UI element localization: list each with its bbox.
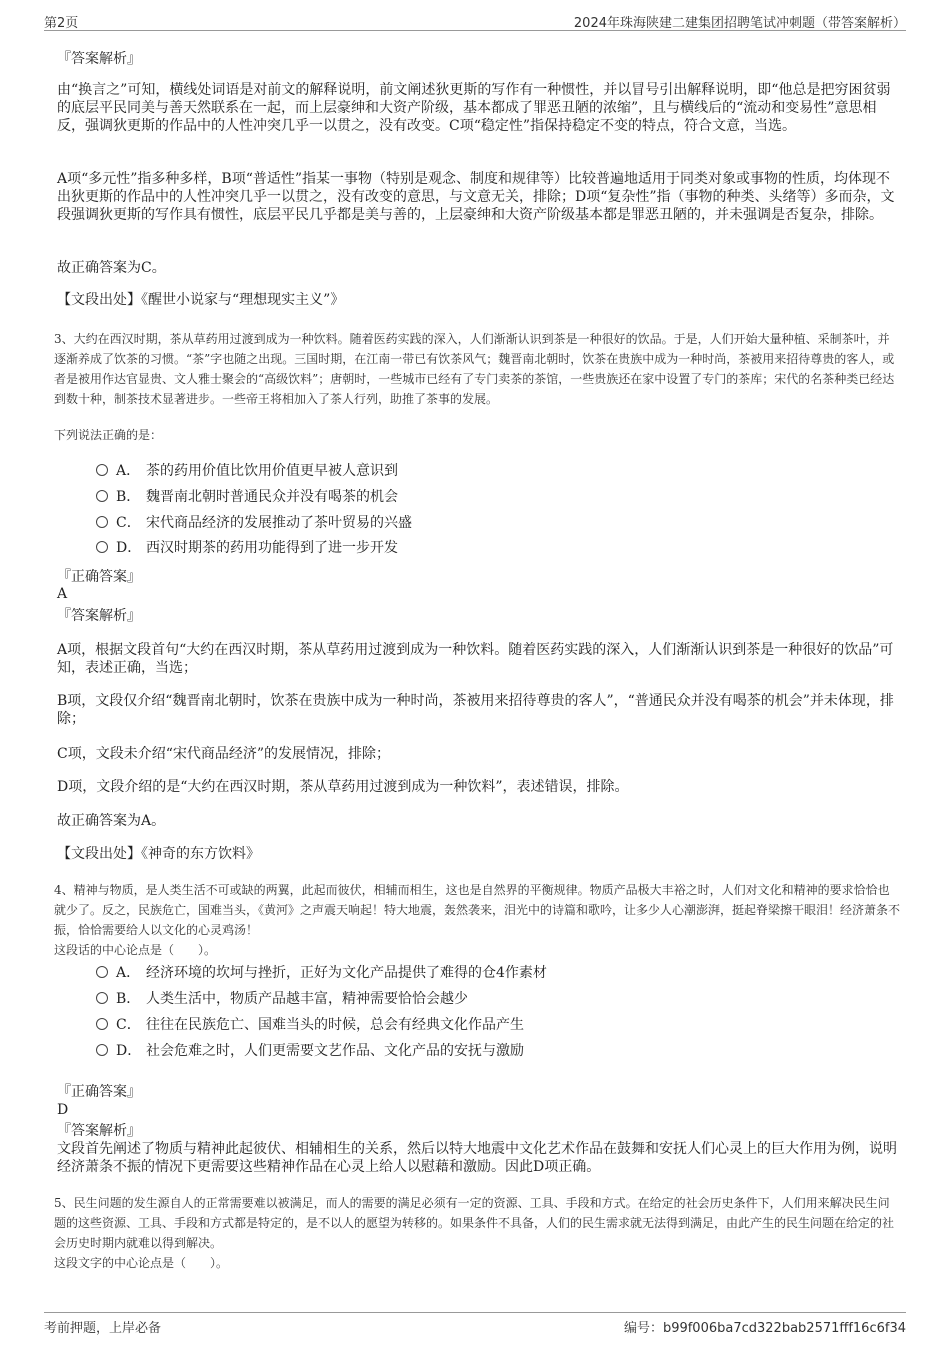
q4-option-d[interactable]: D． 社会危难之时，人们更需要文艺作品、文化产品的安抚与激励 — [96, 1042, 524, 1060]
page-number: 第2页 — [44, 16, 79, 31]
q3-option-a[interactable]: A． 茶的药用价值比饮用价值更早被人意识到 — [96, 462, 398, 480]
footer-slogan: 考前押题，上岸必备 — [44, 1321, 162, 1336]
q3-option-c[interactable]: C． 宋代商品经济的发展推动了茶叶贸易的兴盛 — [96, 514, 412, 532]
radio-icon[interactable] — [96, 1044, 108, 1056]
q3-source: 【文段出处】《神奇的东方饮料》 — [57, 846, 260, 862]
q2-analysis-heading: 『答案解析』 — [57, 51, 141, 67]
q4-option-b[interactable]: B． 人类生活中，物质产品越丰富，精神需要恰恰会越少 — [96, 990, 468, 1008]
q4-passage: 4、精神与物质，是人类生活不可或缺的两翼，此起而彼伏，相辅而相生，这也是自然界的平衡规律。物质产品极大丰裕之时，人们对文化和精神的要求恰恰也就少了。反之，民族危亡，国难当头，《黄河》之声震天响起！特大地震，轰然袭来，泪光中的诗篇和歌吟，让多少人心潮澎湃，挺起脊梁擦干眼泪！经济萧条不振，恰恰需要给人以文化的心灵鸡汤！ — [54, 883, 901, 937]
radio-icon[interactable] — [96, 490, 108, 502]
q3-answer: A — [57, 586, 68, 602]
q2-analysis-para1: 由“换言之”可知，横线处词语是对前文的解释说明，前文阐述狄更斯的写作有一种惯性，并以冒号引出解释说明，即“他总是把穷困贫弱的底层平民同美与善天然联系在一起，而上层豪绅和大资产阶级，基本都成了罪恶丑陋的浓缩”，且与横线后的“流动和变易性”意思相反，强调狄更斯的作品中的人性冲突几乎一以贯之，没有改变。C项“稳定性”指保持稳定不变的特点，符合文意，当选。 — [57, 82, 891, 134]
q3-option-b[interactable]: B． 魏晋南北朝时普通民众并没有喝茶的机会 — [96, 488, 398, 506]
page-footer — [44, 1312, 906, 1337]
q4-answer: D — [57, 1102, 69, 1118]
page-header — [44, 10, 906, 31]
q3-analysis-heading: 『答案解析』 — [57, 608, 141, 624]
q3-conclusion: 故正确答案为A。 — [57, 813, 166, 829]
q3-analysis-c: C项，文段未介绍“宋代商品经济”的发展情况，排除； — [57, 746, 391, 762]
q4-option-c[interactable]: C． 往往在民族危亡、国难当头的时候，总会有经典文化作品产生 — [96, 1016, 524, 1034]
q4-analysis-heading: 『答案解析』 — [57, 1123, 141, 1139]
radio-icon[interactable] — [96, 516, 108, 528]
q4-analysis: 文段首先阐述了物质与精神此起彼伏、相辅相生的关系，然后以特大地震中文化艺术作品在鼓舞和安抚人们心灵上的巨大作用为例，说明经济萧条不振的情况下更需要这些精神作品在心灵上给人以慰藉和激励。因此D项正确。 — [57, 1141, 897, 1175]
q3-passage: 3、大约在西汉时期，茶从草药用过渡到成为一种饮料。随着医药实践的深入，人们渐渐认识到茶是一种很好的饮品。于是，人们开始大量种植、采制茶叶，并逐渐养成了饮茶的习惯。“茶”字也随之出现。三国时期，在江南一带已有饮茶风气；魏晋南北朝时，饮茶在贵族中成为一种时尚，茶被用来招待尊贵的客人，或者是被用作达官显贵、文人雅士聚会的“高级饮料”；唐朝时，一些城市已经有了专门卖茶的茶馆，一些贵族还在家中设置了专门的茶库；宋代的名茶种类已经达到数十种，制茶技术显著进步。一些帝王将相加入了茶人行列，助推了茶事的发展。 — [54, 332, 895, 406]
document-id: 编号：b99f006ba7cd322bab2571fff16c6f34 — [623, 1321, 906, 1336]
q5-passage: 5、民生问题的发生源自人的正常需要难以被满足，而人的需要的满足必须有一定的资源、工具、手段和方式。在给定的社会历史条件下，人们用来解决民生问题的这些资源、工具、手段和方式都是特定的，是不以人的愿望为转移的。如果条件不具备，人们的民生需求就无法得到满足，由此产生的民生问题在给定的社会历史时期内就难以得到解决。 — [54, 1196, 895, 1250]
q4-question: 这段话的中心论点是（ ）。 — [54, 943, 217, 957]
q3-analysis-a: A项，根据文段首句“大约在西汉时期，茶从草药用过渡到成为一种饮料。随着医药实践的深入，人们渐渐认识到茶是一种很好的饮品”可知，表述正确，当选； — [57, 642, 894, 676]
radio-icon[interactable] — [96, 992, 108, 1004]
radio-icon[interactable] — [96, 541, 108, 553]
radio-icon[interactable] — [96, 966, 108, 978]
q4-answer-heading: 『正确答案』 — [57, 1084, 141, 1100]
q2-conclusion: 故正确答案为C。 — [57, 260, 166, 276]
q3-answer-heading: 『正确答案』 — [57, 569, 141, 585]
q3-analysis-b: B项，文段仅介绍“魏晋南北朝时，饮茶在贵族中成为一种时尚，茶被用来招待尊贵的客人”，“普通民众并没有喝茶的机会”并未体现，排除； — [57, 693, 894, 727]
q3-analysis-d: D项，文段介绍的是“大约在西汉时期，茶从草药用过渡到成为一种饮料”，表述错误，排除。 — [57, 779, 629, 795]
radio-icon[interactable] — [96, 1018, 108, 1030]
q3-option-d[interactable]: D． 西汉时期茶的药用功能得到了进一步开发 — [96, 539, 398, 557]
q2-source: 【文段出处】《醒世小说家与“理想现实主义”》 — [57, 292, 345, 308]
q4-option-a[interactable]: A． 经济环境的坎坷与挫折，正好为文化产品提供了难得的仓4作素材 — [96, 964, 547, 982]
q2-analysis-para2: A项“多元性”指多种多样，B项“普适性”指某一事物（特别是观念、制度和规律等）比较普遍地适用于同类对象或事物的性质，均体现不出狄更斯的作品中的人性冲突几乎一以贯之，没有改变的意思，与文意无关，排除；D项“复杂性”指（事物的种类、头绪等）多而杂，文段强调狄更斯的写作具有惯性，底层平民几乎都是美与善的，上层豪绅和大资产阶级基本都是罪恶丑陋的，并未强调是否复杂，排除。 — [57, 171, 895, 223]
document-title: 2024年珠海陕建二建集团招聘笔试冲刺题（带答案解析） — [573, 16, 906, 31]
q5-question: 这段文字的中心论点是（ ）。 — [54, 1256, 229, 1270]
radio-icon[interactable] — [96, 464, 108, 476]
q3-question: 下列说法正确的是： — [54, 428, 163, 442]
